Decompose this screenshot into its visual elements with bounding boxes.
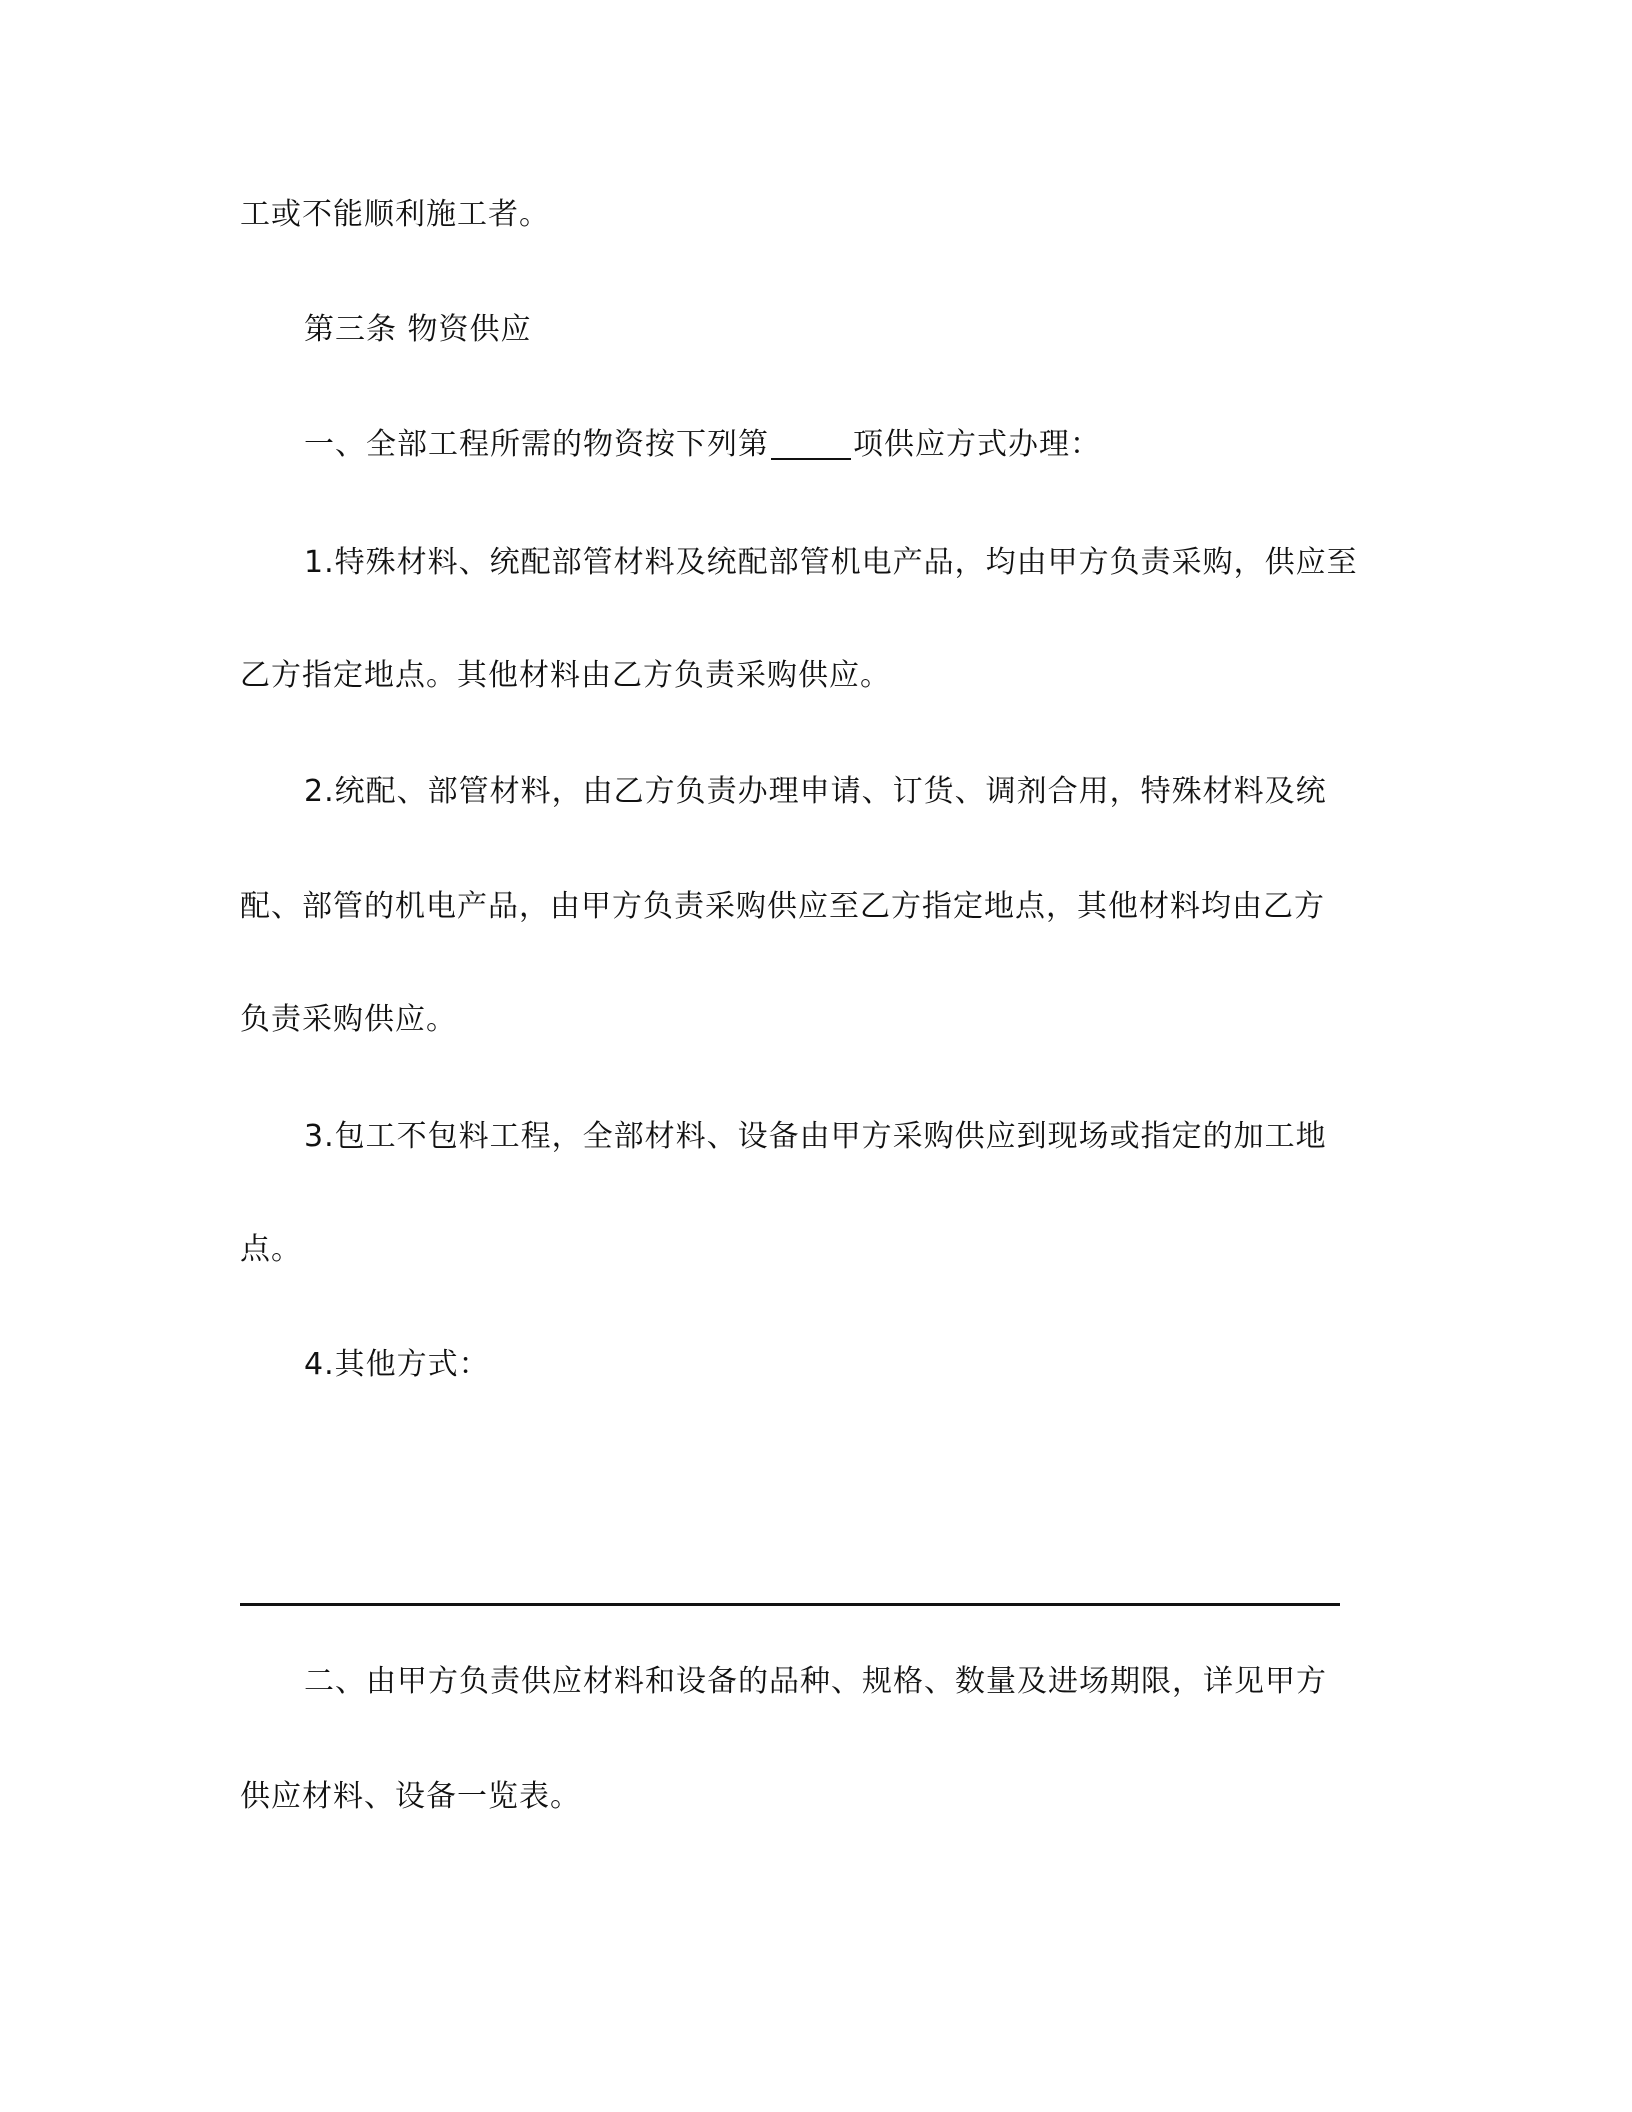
- text-segment: 一、全部工程所需的物资按下列第: [304, 427, 769, 462]
- text-line: 二、由甲方负责供应材料和设备的品种、规格、数量及进场期限，详见甲方: [304, 1664, 1327, 1699]
- text-line: 供应材料、设备一览表。: [240, 1779, 581, 1814]
- text-line: 乙方指定地点。其他材料由乙方负责采购供应。: [240, 658, 891, 693]
- text-line: 负责采购供应。: [240, 1002, 457, 1037]
- text-line: 4.其他方式：: [304, 1347, 490, 1382]
- text-line: 2.统配、部管材料，由乙方负责办理申请、订货、调剂合用，特殊材料及统: [304, 774, 1327, 809]
- article-heading: 第三条 物资供应: [304, 312, 532, 347]
- fill-in-blank: [771, 428, 851, 460]
- fill-in-line: [240, 1603, 1340, 1606]
- text-line: 工或不能顺利施工者。: [240, 197, 550, 232]
- text-line: 1.特殊材料、统配部管材料及统配部管机电产品，均由甲方负责采购，供应至: [304, 545, 1358, 580]
- text-line: 点。: [240, 1232, 302, 1267]
- text-segment: 项供应方式办理：: [853, 427, 1101, 462]
- text-line: 3.包工不包料工程，全部材料、设备由甲方采购供应到现场或指定的加工地: [304, 1119, 1327, 1154]
- text-line: 配、部管的机电产品，由甲方负责采购供应至乙方指定地点，其他材料均由乙方: [240, 889, 1325, 924]
- text-line: [304, 425, 1101, 465]
